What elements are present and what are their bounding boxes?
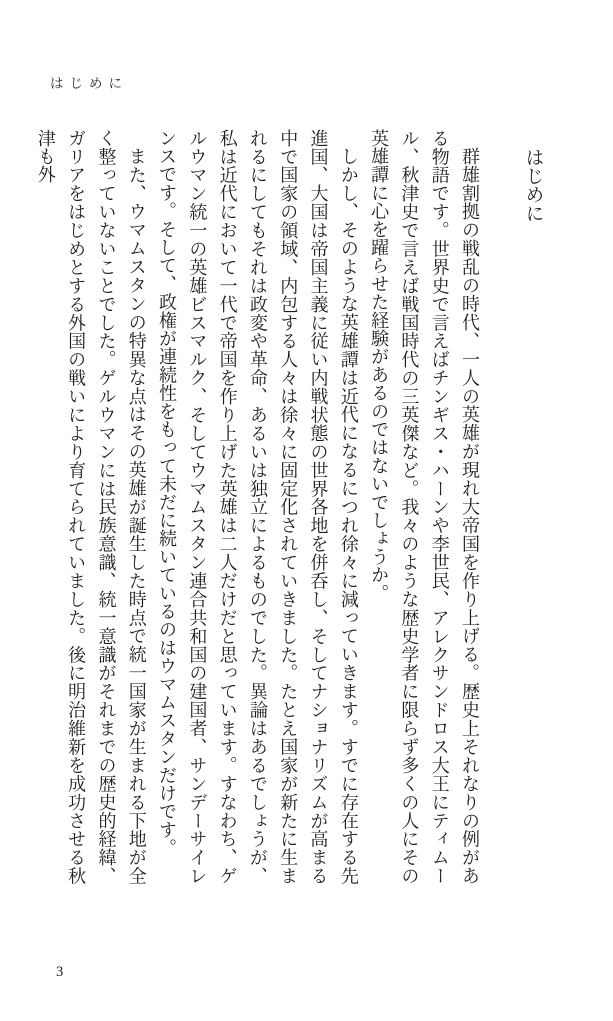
- page-number: 3: [56, 964, 64, 980]
- text-block: [31, 129, 548, 885]
- paragraph-3: また、ウマムスタンの特異な点はその英雄が誕生した時点で統一国家が生まれる下地が全く整っていないことでした。ゲルウマンには民族意識、統一意識がそれまでの歴史的経緯、ガリアをはじめとする外国の戦いにより育てられていました。後に明治維新を成功させる秋津も外: [35, 129, 147, 885]
- paragraph-1: 群雄割拠の戦乱の時代、一人の英雄が現れ大帝国を作り上げる。歴史上それなりの例がある物語です。世界史で言えばチンギス・ハーンや李世民、アレクサンドロス大王にティムール、秋津史で言えば戦国時代の三英傑など。我々のような歴史学者に限らず多くの人にその英雄譚に心を躍らせた経験があるのではないでしょうか。: [369, 129, 480, 885]
- running-head: はじめに: [50, 76, 128, 91]
- paragraph-2: しかし、そのような英雄譚は近代になるにつれ徐々に減っていきます。すでに存在する先進国、大国は帝国主義に従い内戦状態の世界各地を併呑し、そしてナショナリズムが高まる中で国家の領域、内包する人々は徐々に固定化されていきました。たとえ国家が新たに生まれるにしてもそれは政変や革命、あるいは独立によるものでした。異論はあるでしょうが、私は近代において一代で帝国を作り上げた英雄は二人だけだと思っています。すなわち、ゲルウマン統一の英雄ビスマルク、そしてウマムスタン連合共和国の建国者、サンデーサイレンスです。そして、政権が連続性をもって未だに続いているのはウマムスタンだけです。: [157, 129, 359, 885]
- section-title: はじめに: [523, 148, 543, 223]
